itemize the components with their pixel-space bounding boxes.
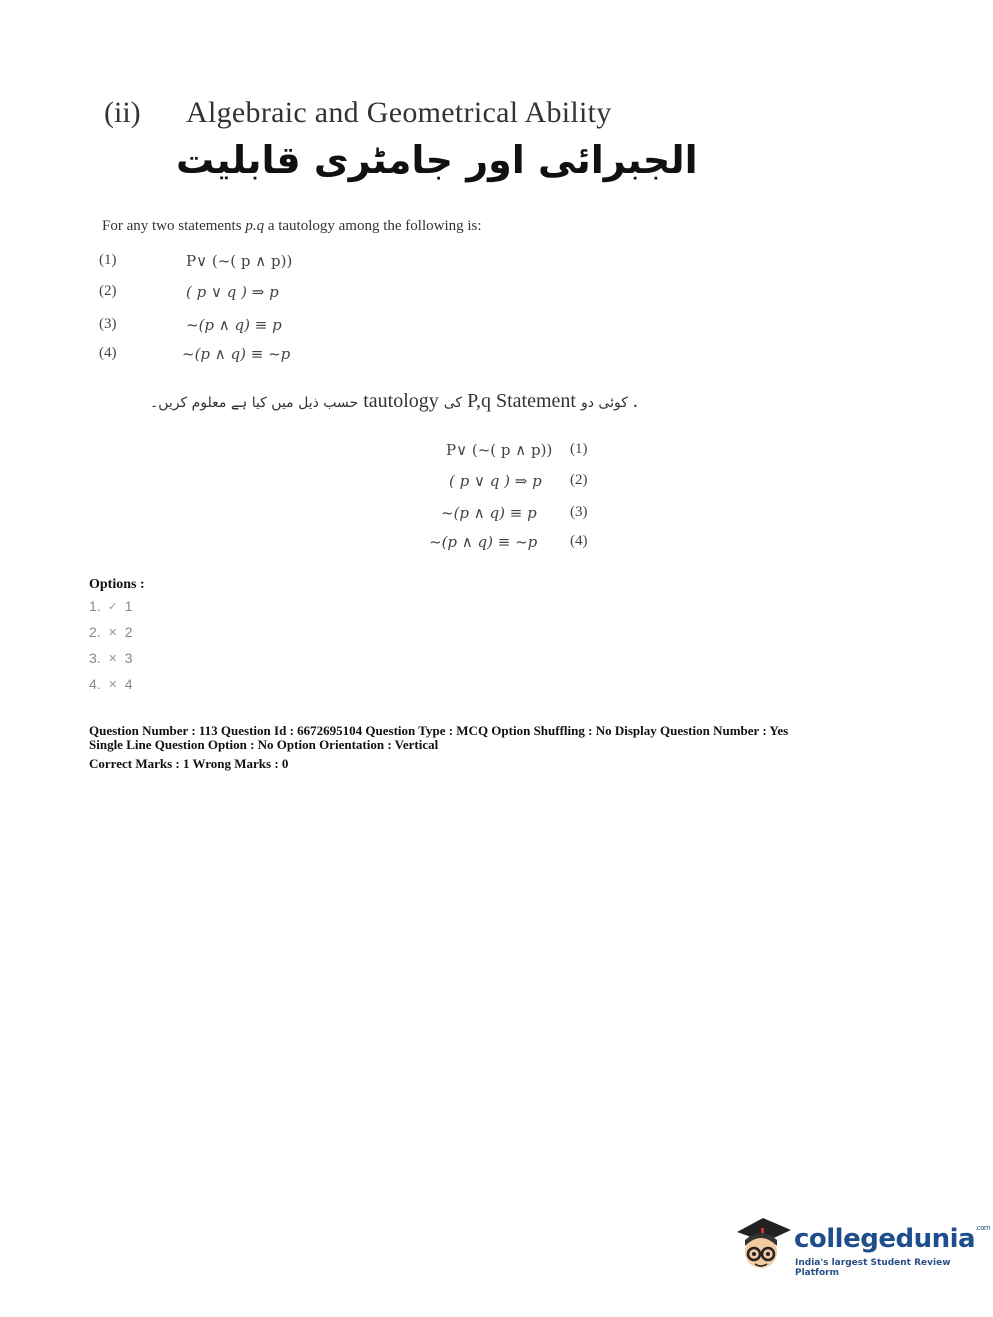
- urdu-option-number: (3): [570, 504, 588, 520]
- option-expression: ~(p ∧ q) ≡ ~p: [182, 345, 291, 363]
- answer-option: 2. ✕ 2: [89, 624, 133, 640]
- urdu-option-number: (4): [570, 533, 588, 549]
- option-expression: ~(p ∧ q) ≡ p: [186, 316, 282, 334]
- urdu-option-expression: ( p ∨ q ) ⇒ p: [449, 472, 542, 490]
- option-number: (2): [99, 283, 117, 299]
- option-number: (4): [99, 345, 117, 361]
- question-metadata-line: Single Line Question Option : No Option Orientation : Vertical: [89, 737, 439, 752]
- option-expression: P∨ (~( p ∧ p)): [186, 252, 293, 270]
- section-title-urdu: الجبرائی اور جامٹری قابلیت: [176, 138, 698, 182]
- section-title: Algebraic and Geometrical Ability: [186, 96, 612, 129]
- cross-icon: ✕: [108, 626, 118, 639]
- question-vars: p.q: [245, 218, 265, 234]
- option-number: (3): [99, 316, 117, 332]
- marks-metadata: Correct Marks : 1 Wrong Marks : 0: [89, 756, 289, 771]
- urdu-option-expression: ~(p ∧ q) ≡ p: [441, 504, 537, 522]
- question-metadata-line: Question Number : 113 Question Id : 6672695104 Question Type : MCQ Option Shuffling : No Display Question Number : Yes: [89, 723, 789, 738]
- mascot-icon: [733, 1210, 793, 1280]
- urdu-option-number: (2): [570, 472, 588, 488]
- option-expression: ( p ∨ q ) ⇒ p: [186, 283, 279, 301]
- urdu-option-number: (1): [570, 441, 588, 457]
- options-label: Options :: [89, 577, 145, 592]
- question-text-urdu: حسب ذیل میں کیا ہے معلوم کریں۔ tautology کی P,q Statement کوئی دو .: [150, 390, 638, 412]
- urdu-option-expression: ~(p ∧ q) ≡ ~p: [429, 533, 538, 551]
- urdu-option-expression: P∨ (~( p ∧ p)): [446, 441, 553, 459]
- question-text: For any two statements p.q a tautology among the following is:: [102, 218, 482, 234]
- check-icon: ✓: [108, 600, 118, 613]
- answer-option: 3. ✕ 3: [89, 650, 133, 666]
- cross-icon: ✕: [108, 678, 118, 691]
- logo-wordmark: collegedunia$^{.com}$: [794, 1224, 991, 1254]
- option-number: (1): [99, 252, 117, 268]
- cross-icon: ✕: [108, 652, 118, 665]
- answer-option: 1. ✓ 1: [89, 598, 133, 614]
- answer-option: 4. ✕ 4: [89, 676, 133, 692]
- section-number: (ii): [104, 96, 141, 129]
- logo-tagline: India's largest Student Review Platform: [795, 1258, 951, 1278]
